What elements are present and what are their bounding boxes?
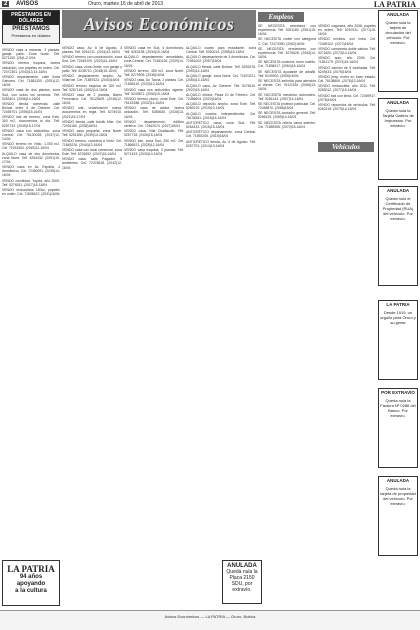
notice-box: [378, 186, 418, 286]
notice-box: [378, 476, 418, 556]
classified-ad: VENDO casa, Av. Tacna, 2 plantas. Cel. 71835410. (2033)12-16/04: [124, 78, 184, 87]
anulada-title: ANULADA: [227, 563, 257, 569]
classified-ad: ALQUILO depósito amplio, zona Este. Telf. 5282219. (2019)12-16/04: [186, 102, 256, 111]
classified-ad: VENDO casa de dos plantas, zona Sud, con todos los servicios. Telf. 5253401. (2056)14-16/04: [2, 88, 60, 101]
classified-ad: SE NECESITA niñera cama adentro. Cel. 71855306. (2070)15-16/04: [258, 120, 316, 129]
classified-ad: VENDO departamento, edificio céntrico. Cel. 72462074. (2027)16/04: [124, 119, 184, 128]
classified-ad: VENDO movilidad, Toyota, año 2005. Telf. 5276011. (2017)16-18/04: [2, 178, 60, 187]
banner-title: Avisos Económicos: [83, 13, 235, 34]
classified-ad: SE NECESITA contador general. Telf. 5266129. (2069)14-16/04: [258, 111, 316, 120]
section-name: AVISOS: [16, 1, 39, 7]
classified-ad: VENDO casa con anticrético vigente. Telf. 5249871. (2050)15-16/04: [124, 87, 184, 96]
classified-ad: VENDO terreno, carretera a Vinto. Cel. 71849226. (2044)13-16/04: [62, 138, 122, 147]
classified-ad: VENDO casa a estrenar, 3 plantas, garaje, patio. Zona Norte. Telf. 5271190. (26)1-2-3/04: [2, 48, 60, 61]
classified-ad: VENDO casa, Av. 6 de Agosto, 3 plantas. Telf. 5261211. (2024)12-16/04: [62, 46, 122, 55]
classified-ad: VENDO camión de 5 toneladas. Telf. 5249433. (2075)16/04: [318, 65, 376, 74]
classifieds-column-1: [2, 48, 60, 558]
classified-ad: VENDO casa con local comercial, zona Este. Telf. 5276652. (2047)15-16/04: [62, 147, 122, 157]
loan-banner-line2: PRÉSTAMOS: [12, 26, 50, 32]
classified-ad: VENDO tienda comercial, calle Bolívar entre 6 de Octubre. Cel. 72455701. (2055)15-16/04: [2, 101, 60, 115]
classified-ad: ALQUILO departamento amueblado, zona Central. Cel. 72481126. (2029)14-16/04: [124, 55, 184, 68]
notice-body: Desde 1919, un orgullo para Oruro y su gente: [380, 309, 416, 325]
notice-title: LA PATRIA: [386, 302, 410, 307]
classified-ad: VENDO departamento amplio, Av. Villarroel. Cel. 71887623. (2040)16/04: [62, 74, 122, 83]
notice-title: ANULADA: [386, 478, 410, 483]
newspaper-brand: LA PATRIA: [373, 0, 416, 9]
notice-body: Queda nula la tarjeta de propiedad del vehículo. Por extravío.: [380, 485, 416, 506]
classified-ad: ALQUILO cuarto para estudiante, zona Central. Telf. 5260014. (2058)15-16/04: [186, 46, 256, 55]
notice-box: [378, 10, 418, 92]
classified-ad: VENDO terreno esquina, buena ubicación, con papeles en orden. Cel. 72472361. (2043)13-14-16/04: [2, 61, 60, 74]
classified-ad: VENDO motocicleta, año 2011. Telf. 5283012. (2077)15-16/04: [318, 84, 376, 93]
classified-ad: VENDO terreno esquina de 320 m2. Telf. 5287145. (2052)14-16/04: [62, 83, 122, 92]
notice-title: POR EXTRAVÍO: [381, 390, 415, 395]
classified-ad: VENDO casa en Sud, 4 dormitorios. Telf. 5263198. (2034)15-16/04: [124, 46, 184, 55]
classified-ad: VENDO departamento, calle Soria Galvarro. Cel. 71881200. (2051)12-16/04: [2, 74, 60, 88]
classified-ad: VENDO casa de adobe, buena ubicación. Telf. 5286630. (2028)13-16/04: [124, 106, 184, 119]
classified-ad: VENDO lote de terreno, zona Este, 300 m2, documentos al día. Telf. 5287742. (2049)15-17/04: [2, 115, 60, 128]
classified-ad: VENDO camioneta doble cabina. Telf. 5271820. (2073)14-16/04: [318, 46, 376, 55]
notice-body: Queda nula la Tarjeta Gallero de Impuestos. Por extravío.: [382, 107, 414, 128]
classified-ad: VENDO casa en Av. España, 4 dormitorios. Cel. 72480091. (2035)14-16/04: [2, 165, 60, 178]
classified-ad: ALQUILO garaje, zona Norte. Cel. 71870221. (2054)13-16/04: [186, 74, 256, 83]
classifieds-column-5: [258, 24, 316, 608]
classified-ad: SE NECESITA mecánico automotriz. Telf. 5281143. (2067)15-16/04: [258, 92, 316, 101]
notice-body: Queda nulo el Certificado de Propiedad (RUA) del vehículo. Por extravío.: [382, 195, 414, 221]
classified-ad: ALQUILO oficina, Plaza 10 de Febrero. Cel. 72456604. (2020)16/04: [186, 92, 256, 101]
classified-ad: VENDO repuestos de vehículos. Telf. 5262218. (2079)14-16/04: [318, 103, 376, 112]
classified-ad: VENDO jeep, motor en buen estado. Cel. 76138806. (2076)13-16/04: [318, 74, 376, 84]
notice-box: [378, 388, 418, 468]
notice-body: Queda nula la tarjeta de circulación del vehículo. Por extravío.: [385, 19, 411, 45]
classified-ad: VENDO terreno en Vinto, 1.000 m2. Cel. 71193304. (2045)12-16/04: [2, 142, 60, 151]
classified-ad: VENDO tienda, calle Adolfo Mier. Cel. 72491180. (2038)16/04: [62, 119, 122, 128]
top-bar: [0, 0, 420, 9]
promo-box: [2, 560, 60, 606]
classified-ad: SE NECESITA cocinera, buen sueldo. Cel. 71838417. (2064)15-16/04: [258, 60, 316, 69]
classified-ad: ANTICRÉTICO casa, zona Sud. Telf. 5264432. (2016)15-16/04: [186, 121, 256, 130]
anulada-notice: [222, 560, 262, 604]
promo-line-2: apoyando: [16, 581, 46, 587]
empleos-header: Empleos: [258, 12, 304, 22]
classified-ad: SE NECESITA vendedores con experiencia. Telf. 5276628. (2063)14-16/04: [258, 46, 316, 60]
classified-ad: ALQUILO cuartos independientes. Cel. 76134581. (2018)14-16/04: [186, 111, 256, 120]
page-footer: [0, 610, 420, 630]
classified-ad: VENDO casa de 2 plantas, Barrio Ferroviario. Cel. 76125409. (2046)12-16/04: [62, 92, 122, 106]
classified-ad: VENDO casa, zona Oeste, con garaje y patio. Telf. 5238710. (2048)15-16/04: [62, 64, 122, 73]
classified-ad: ALQUILO departamento de 3 dormitorios. Cel. 72481002. (2057)16/04: [186, 55, 256, 64]
classifieds-column-2: [62, 46, 122, 608]
classified-ad: VENDO terreno plano, zona Este. Cel. 76142288. (2032)14-16/04: [124, 96, 184, 106]
notice-title: ANULADA: [386, 100, 410, 105]
classified-ad: SE NECESITA ayudante de albañil. Telf. 5249902. (2065)16/04: [258, 69, 316, 78]
classified-ad: SE NECESITA chofer con categoría C. Cel. 72473390. (2062)16/04: [258, 37, 316, 46]
classified-ad: SE NECESITA profesor particular. Cel. 72448870. (2068)16/04: [258, 101, 316, 110]
classified-ad: VENDO casa con anticrético, zona Central. Cel. 76130028. (2037)12-14/04: [2, 128, 60, 141]
loan-banner-line3: Prestamos en dólares: [11, 33, 51, 38]
classified-ad: VENDO casa esquina, 3 plantas. Telf. 5271433. (2030)14-16/04: [124, 147, 184, 157]
classifieds-column-3: [124, 46, 184, 608]
notice-box: [378, 300, 418, 380]
footer-text: Avisos Económicos — LA PATRIA — Oruro, Bolivia: [164, 614, 256, 619]
classified-ad: VENDO casa pequeña, zona Norte. Telf. 5251630. (2039)14-16/04: [62, 129, 122, 138]
classified-ad: VENDO casa, calle Pagador, 5 ambientes. Cel. 72476618. (2042)12-16/04: [62, 157, 122, 170]
classified-ad: ALQUILO casa, Av. Dehene. Telf. 5278110. (2022)15-16/04: [186, 83, 256, 92]
notice-box: [378, 98, 418, 180]
anulada-body: Queda nula la Placa 2150 SDU, por extravío.: [226, 569, 258, 593]
classifieds-column-4: [186, 46, 256, 558]
promo-title: LA PATRIA: [7, 564, 55, 574]
classified-ad: ANTICRÉTICO departamento, zona Central. Cel. 71892205. (2015)16/04: [186, 130, 256, 139]
promo-line-1: 94 años: [19, 574, 43, 580]
classified-ad: ALQUILO tienda, calle Bolívar. Telf. 5253378. (2053)14-16/04: [186, 64, 256, 73]
date-line: Oruro, martes 16 de abril de 2013: [88, 1, 164, 7]
notice-title: ANULADA: [386, 188, 410, 193]
classified-ad: VENDO terreno con construcción, zona Sud. Cel. 72445109. (2023)14-16/04: [62, 55, 122, 64]
classified-ad: ALQUILO casa de dos dormitorios, zona Norte. Telf. 5254432. (2051)15-17/04: [2, 151, 60, 164]
classified-ad: SE NECESITA señorita para atención al cliente. Cel. 76121154. (2066)13-16/04: [258, 79, 316, 92]
classified-ad: VENDO terreno, 450 m2, zona Norte. Telf. 5279905. (2036)16/04: [124, 68, 184, 77]
vehiculos-header: Vehículos: [318, 142, 374, 152]
classified-ad: VENDO minibús, con línea. Cel. 72465102. (2072)16/04: [318, 37, 376, 46]
classified-ad: VENDO vagoneta, año 2008, papeles en orden. Telf. 5257611. (2071)15-16/04: [318, 24, 376, 37]
classifieds-column-6: [318, 24, 376, 608]
classified-ad: VENDO taxi con línea. Cel. 72459917. (2078)16/04: [318, 93, 376, 102]
loan-banner-line1: PRÉSTAMOS EN DÓLARES: [3, 11, 59, 25]
classified-ad: VENDO casa, Villa Challacollo. Telf. 5257718. (2026)15-16/04: [124, 129, 184, 138]
classified-ad: SE NECESITA secretaria con experiencia. Telf. 5251180. (2061)15-16/04: [258, 24, 316, 37]
promo-line-3: a la cultura: [15, 588, 47, 594]
classified-ad: VENDO auto, año 2006. Cel. 71841179. (2074)15-16/04: [318, 56, 376, 65]
classified-ad: VENDO lote, zona Sud, 250 m2. Cel. 71866521. (2025)12-16/04: [124, 138, 184, 147]
page-number: 2: [4, 1, 8, 7]
notice-body: Queda nula la Factura Nº 0286 del Banco. Por extravío.: [380, 397, 416, 418]
classified-ad: ANTICRÉTICO tienda, Av. 6 de Agosto. Telf. 5257703. (2014)13-16/04: [186, 139, 256, 148]
notice-title: ANULADA: [386, 12, 410, 17]
classified-ad: VENDO lote, urbanización nueva, documentos en regla. Telf. 5274010. (2021)15-17/04: [62, 106, 122, 119]
loan-banner: [2, 10, 60, 44]
classified-ad: VENDO motocicleta 150cc, papeles en orden. Cel. 71838422. (2031)16/04: [2, 187, 60, 197]
classifieds-banner: [62, 10, 256, 38]
